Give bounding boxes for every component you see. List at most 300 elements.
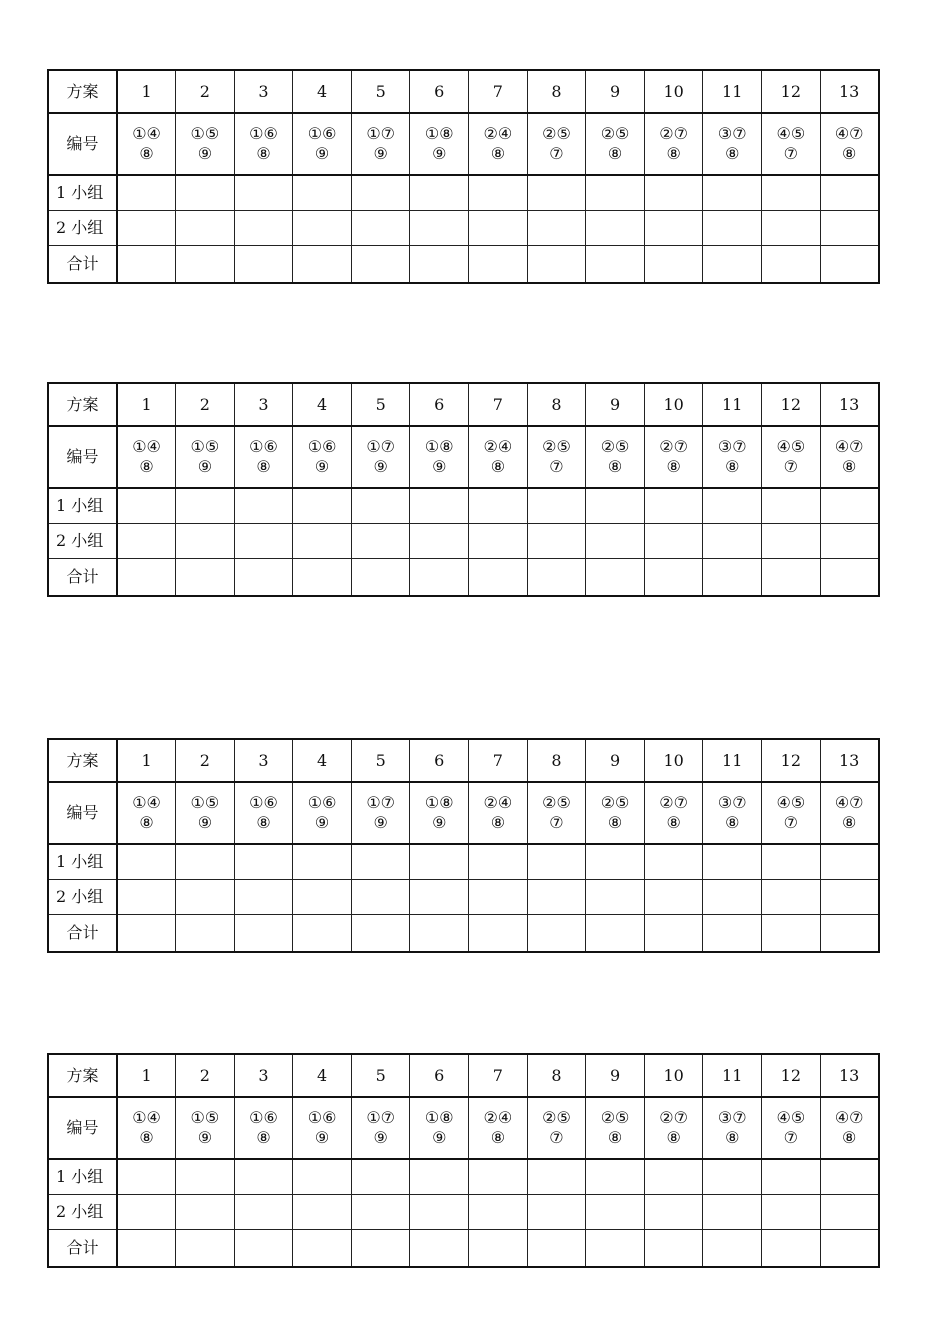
entry-cell[interactable]: [117, 1159, 176, 1195]
entry-cell[interactable]: [410, 211, 469, 246]
code-line: ⑧: [725, 457, 740, 476]
entry-cell[interactable]: [527, 1195, 586, 1230]
entry-cell[interactable]: [351, 524, 410, 559]
entry-cell[interactable]: [234, 915, 293, 953]
entry-cell[interactable]: [820, 175, 879, 211]
entry-cell[interactable]: [703, 880, 762, 915]
entry-cell[interactable]: [176, 559, 235, 597]
entry-cell[interactable]: [176, 246, 235, 284]
entry-cell[interactable]: [644, 175, 703, 211]
code-line: ⑧: [256, 144, 271, 163]
code-line: ②④: [483, 1108, 513, 1127]
entry-cell[interactable]: [410, 175, 469, 211]
data-row: [48, 1159, 879, 1195]
entry-cell[interactable]: [117, 211, 176, 246]
entry-cell[interactable]: [703, 175, 762, 211]
code-cell: [234, 1097, 293, 1159]
plan-number: 11: [703, 739, 762, 782]
code-line: ①⑧: [424, 124, 454, 143]
plan-number: 11: [703, 70, 762, 113]
plan-number: 3: [234, 70, 293, 113]
entry-cell[interactable]: [176, 1195, 235, 1230]
code-line: ⑧: [607, 813, 623, 832]
entry-cell[interactable]: [762, 175, 821, 211]
entry-cell[interactable]: [351, 915, 410, 953]
entry-cell[interactable]: [234, 844, 293, 880]
code-line: ①⑦: [366, 124, 396, 143]
code-line: ⑦: [549, 1128, 564, 1147]
entry-cell[interactable]: [586, 559, 645, 597]
entry-cell[interactable]: [293, 524, 352, 559]
code-line: ④⑦: [834, 437, 864, 456]
entry-cell[interactable]: [351, 1195, 410, 1230]
entry-cell[interactable]: [527, 559, 586, 597]
code-cell: [586, 782, 645, 844]
data-row: [48, 246, 879, 284]
code-line: ④⑦: [834, 124, 864, 143]
code-cell: [117, 1097, 176, 1159]
data-row: [48, 1230, 879, 1268]
entry-cell[interactable]: [293, 246, 352, 284]
code-line: ④⑤: [776, 1108, 806, 1127]
entry-cell[interactable]: [234, 880, 293, 915]
plan-header-row: [48, 1054, 879, 1097]
entry-cell[interactable]: [762, 559, 821, 597]
row-label: 2 小组: [48, 1195, 117, 1230]
code-line: ①⑤: [190, 793, 220, 812]
entry-cell[interactable]: [527, 175, 586, 211]
code-cell: [351, 113, 410, 175]
row-label: 合计: [48, 915, 117, 953]
entry-cell[interactable]: [644, 211, 703, 246]
entry-cell[interactable]: [176, 880, 235, 915]
code-line: ④⑤: [776, 124, 806, 143]
entry-cell[interactable]: [117, 915, 176, 953]
plan-number: 13: [820, 739, 879, 782]
code-line: ①④: [132, 437, 161, 456]
code-cell: [176, 426, 235, 488]
code-cell: [293, 426, 352, 488]
row-label: 2 小组: [48, 524, 117, 559]
entry-cell[interactable]: [293, 1195, 352, 1230]
code-row: [48, 426, 879, 488]
code-cell: [586, 1097, 645, 1159]
code-line: ①⑥: [249, 1108, 278, 1127]
entry-cell[interactable]: [820, 844, 879, 880]
code-cell: [176, 782, 235, 844]
entry-cell[interactable]: [234, 1159, 293, 1195]
entry-cell[interactable]: [351, 211, 410, 246]
entry-cell[interactable]: [527, 1230, 586, 1268]
code-line: ⑧: [842, 1128, 857, 1147]
plan-number: 4: [293, 1054, 352, 1097]
entry-cell[interactable]: [176, 175, 235, 211]
entry-cell[interactable]: [234, 1230, 293, 1268]
entry-cell[interactable]: [820, 1195, 879, 1230]
row-label: 2 小组: [48, 880, 117, 915]
code-line: ①⑥: [307, 124, 337, 143]
entry-cell[interactable]: [586, 246, 645, 284]
entry-cell[interactable]: [469, 1195, 528, 1230]
entry-cell[interactable]: [410, 880, 469, 915]
entry-cell[interactable]: [176, 211, 235, 246]
code-line: ⑧: [490, 1128, 506, 1147]
entry-cell[interactable]: [351, 880, 410, 915]
entry-cell[interactable]: [762, 1230, 821, 1268]
entry-cell[interactable]: [703, 211, 762, 246]
entry-cell[interactable]: [703, 844, 762, 880]
entry-cell[interactable]: [293, 915, 352, 953]
entry-cell[interactable]: [644, 1159, 703, 1195]
plan-header-row: [48, 70, 879, 113]
entry-cell[interactable]: [117, 559, 176, 597]
entry-cell[interactable]: [527, 524, 586, 559]
entry-cell[interactable]: [820, 880, 879, 915]
entry-cell[interactable]: [410, 1230, 469, 1268]
entry-cell[interactable]: [117, 844, 176, 880]
entry-cell[interactable]: [469, 1159, 528, 1195]
plan-header-row: [48, 739, 879, 782]
entry-cell[interactable]: [469, 844, 528, 880]
code-line: ⑧: [256, 813, 271, 832]
code-line: ⑨: [373, 1128, 388, 1147]
entry-cell[interactable]: [469, 524, 528, 559]
code-line: ⑨: [314, 813, 330, 832]
entry-cell[interactable]: [586, 1230, 645, 1268]
plan-number: 4: [293, 70, 352, 113]
entry-cell[interactable]: [351, 175, 410, 211]
entry-cell[interactable]: [820, 1159, 879, 1195]
plan-table: [47, 1053, 880, 1268]
plan-number: 8: [527, 383, 586, 426]
entry-cell[interactable]: [410, 844, 469, 880]
plan-number: 4: [293, 383, 352, 426]
entry-cell[interactable]: [176, 844, 235, 880]
entry-cell[interactable]: [234, 246, 293, 284]
code-line: ①⑥: [249, 124, 278, 143]
entry-cell[interactable]: [762, 211, 821, 246]
entry-cell[interactable]: [820, 488, 879, 524]
code-cell: [293, 1097, 352, 1159]
entry-cell[interactable]: [586, 524, 645, 559]
code-cell: [527, 426, 586, 488]
code-line: ⑧: [607, 144, 623, 163]
entry-cell[interactable]: [469, 880, 528, 915]
plan-number: 1: [117, 739, 176, 782]
entry-cell[interactable]: [351, 246, 410, 284]
entry-cell[interactable]: [293, 1230, 352, 1268]
code-line: ⑧: [490, 144, 506, 163]
entry-cell[interactable]: [410, 559, 469, 597]
entry-cell[interactable]: [351, 844, 410, 880]
entry-cell[interactable]: [469, 175, 528, 211]
entry-cell[interactable]: [586, 175, 645, 211]
code-line: ①⑦: [366, 793, 396, 812]
code-line: ⑨: [432, 457, 447, 476]
entry-cell[interactable]: [703, 1230, 762, 1268]
entry-cell[interactable]: [176, 488, 235, 524]
code-cell: [469, 426, 528, 488]
code-cell: [820, 426, 879, 488]
entry-cell[interactable]: [703, 524, 762, 559]
entry-cell[interactable]: [586, 1195, 645, 1230]
code-cell: [644, 426, 703, 488]
code-line: ⑦: [549, 457, 564, 476]
entry-cell[interactable]: [703, 488, 762, 524]
entry-cell[interactable]: [469, 915, 528, 953]
code-line: ⑧: [139, 813, 154, 832]
code-row: [48, 1097, 879, 1159]
code-line: ⑧: [139, 457, 154, 476]
code-line: ⑧: [139, 1128, 154, 1147]
entry-cell[interactable]: [586, 211, 645, 246]
entry-cell[interactable]: [762, 880, 821, 915]
data-row: [48, 175, 879, 211]
code-line: ⑧: [725, 813, 740, 832]
code-cell: [527, 782, 586, 844]
code-line: ⑨: [373, 457, 388, 476]
code-row: [48, 113, 879, 175]
data-row: [48, 524, 879, 559]
plan-header-row: [48, 383, 879, 426]
plan-number: 7: [469, 70, 528, 113]
code-cell: [117, 426, 176, 488]
entry-cell[interactable]: [703, 915, 762, 953]
code-line: ②⑤: [542, 793, 571, 812]
code-cell: [117, 782, 176, 844]
code-cell: [176, 1097, 235, 1159]
code-line: ⑨: [314, 144, 330, 163]
entry-cell[interactable]: [820, 524, 879, 559]
code-cell: [762, 113, 821, 175]
plan-number: 12: [762, 383, 821, 426]
entry-cell[interactable]: [293, 175, 352, 211]
entry-cell[interactable]: [762, 844, 821, 880]
plan-number: 8: [527, 70, 586, 113]
entry-cell[interactable]: [234, 488, 293, 524]
row-label: 合计: [48, 246, 117, 284]
code-line: ⑨: [314, 1128, 330, 1147]
code-line: ⑦: [783, 144, 798, 163]
code-line: ②④: [483, 124, 513, 143]
entry-cell[interactable]: [527, 1159, 586, 1195]
code-line: ①⑥: [249, 793, 278, 812]
code-cell: [117, 113, 176, 175]
entry-cell[interactable]: [644, 559, 703, 597]
entry-cell[interactable]: [762, 1159, 821, 1195]
plan-number: 13: [820, 70, 879, 113]
entry-cell[interactable]: [410, 524, 469, 559]
code-line: ①⑦: [366, 437, 396, 456]
entry-cell[interactable]: [410, 246, 469, 284]
entry-cell[interactable]: [469, 488, 528, 524]
code-line: ②④: [483, 793, 513, 812]
code-line: ①④: [132, 124, 161, 143]
entry-cell[interactable]: [117, 246, 176, 284]
entry-cell[interactable]: [644, 915, 703, 953]
code-line: ①⑧: [424, 793, 454, 812]
plan-number: 1: [117, 383, 176, 426]
code-cell: [176, 113, 235, 175]
entry-cell[interactable]: [762, 246, 821, 284]
entry-cell[interactable]: [820, 1230, 879, 1268]
entry-cell[interactable]: [703, 1159, 762, 1195]
plan-number: 2: [176, 383, 235, 426]
entry-cell[interactable]: [703, 246, 762, 284]
entry-cell[interactable]: [351, 488, 410, 524]
code-line: ⑨: [373, 144, 388, 163]
entry-cell[interactable]: [117, 1195, 176, 1230]
entry-cell[interactable]: [351, 559, 410, 597]
code-line: ⑧: [256, 457, 271, 476]
entry-cell[interactable]: [644, 844, 703, 880]
entry-cell[interactable]: [644, 880, 703, 915]
code-line: ①⑥: [249, 437, 278, 456]
plan-number: 10: [644, 383, 703, 426]
plan-number: 11: [703, 383, 762, 426]
data-row: [48, 1195, 879, 1230]
entry-cell[interactable]: [293, 488, 352, 524]
code-line: ③⑦: [717, 793, 747, 812]
entry-cell[interactable]: [527, 880, 586, 915]
entry-cell[interactable]: [527, 246, 586, 284]
entry-cell[interactable]: [117, 175, 176, 211]
entry-cell[interactable]: [644, 1230, 703, 1268]
entry-cell[interactable]: [586, 880, 645, 915]
entry-cell[interactable]: [644, 524, 703, 559]
entry-cell[interactable]: [703, 559, 762, 597]
plan-number: 6: [410, 383, 469, 426]
code-line: ①⑥: [307, 1108, 337, 1127]
code-line: ⑨: [432, 813, 447, 832]
entry-cell[interactable]: [644, 1195, 703, 1230]
entry-cell[interactable]: [234, 175, 293, 211]
plan-number: 6: [410, 1054, 469, 1097]
entry-cell[interactable]: [117, 1230, 176, 1268]
code-line: ⑧: [490, 457, 506, 476]
entry-cell[interactable]: [117, 488, 176, 524]
code-line: ②⑦: [659, 124, 688, 143]
plan-table: [47, 738, 880, 953]
code-cell: [351, 1097, 410, 1159]
entry-cell[interactable]: [351, 1159, 410, 1195]
code-line: ③⑦: [717, 124, 747, 143]
code-line: ⑧: [666, 1128, 681, 1147]
entry-cell[interactable]: [762, 524, 821, 559]
entry-cell[interactable]: [469, 246, 528, 284]
entry-cell[interactable]: [469, 559, 528, 597]
entry-cell[interactable]: [762, 488, 821, 524]
entry-cell[interactable]: [820, 915, 879, 953]
entry-cell[interactable]: [762, 915, 821, 953]
data-row: [48, 880, 879, 915]
entry-cell[interactable]: [410, 915, 469, 953]
code-cell: [351, 782, 410, 844]
code-cell: [644, 113, 703, 175]
entry-cell[interactable]: [293, 211, 352, 246]
entry-cell[interactable]: [293, 1159, 352, 1195]
code-line: ⑦: [783, 813, 798, 832]
code-cell: [703, 113, 762, 175]
code-line: ②⑦: [659, 1108, 688, 1127]
plan-number: 8: [527, 739, 586, 782]
plan-label: 方案: [48, 739, 117, 782]
entry-cell[interactable]: [644, 246, 703, 284]
code-cell: [527, 113, 586, 175]
plan-number: 3: [234, 383, 293, 426]
entry-cell[interactable]: [410, 488, 469, 524]
entry-cell[interactable]: [586, 488, 645, 524]
entry-cell[interactable]: [527, 844, 586, 880]
code-line: ⑧: [256, 1128, 271, 1147]
entry-cell[interactable]: [117, 880, 176, 915]
code-cell: [293, 782, 352, 844]
entry-cell[interactable]: [820, 246, 879, 284]
plan-number: 13: [820, 1054, 879, 1097]
entry-cell[interactable]: [117, 524, 176, 559]
entry-cell[interactable]: [410, 1195, 469, 1230]
entry-cell[interactable]: [820, 559, 879, 597]
entry-cell[interactable]: [176, 524, 235, 559]
entry-cell[interactable]: [176, 915, 235, 953]
code-line: ①⑧: [424, 437, 454, 456]
entry-cell[interactable]: [351, 1230, 410, 1268]
code-cell: [644, 1097, 703, 1159]
code-cell: [293, 113, 352, 175]
entry-cell[interactable]: [410, 1159, 469, 1195]
code-label: 编号: [48, 426, 117, 488]
entry-cell[interactable]: [234, 1195, 293, 1230]
data-row: [48, 844, 879, 880]
plan-label: 方案: [48, 383, 117, 426]
entry-cell[interactable]: [644, 488, 703, 524]
data-row: [48, 211, 879, 246]
code-line: ⑦: [783, 457, 798, 476]
entry-cell[interactable]: [293, 844, 352, 880]
entry-cell[interactable]: [527, 211, 586, 246]
entry-cell[interactable]: [234, 559, 293, 597]
entry-cell[interactable]: [293, 880, 352, 915]
code-cell: [644, 782, 703, 844]
entry-cell[interactable]: [586, 844, 645, 880]
code-line: ⑧: [607, 1128, 623, 1147]
row-label: 1 小组: [48, 488, 117, 524]
entry-cell[interactable]: [176, 1230, 235, 1268]
entry-cell[interactable]: [820, 211, 879, 246]
entry-cell[interactable]: [586, 1159, 645, 1195]
entry-cell[interactable]: [234, 524, 293, 559]
entry-cell[interactable]: [703, 1195, 762, 1230]
entry-cell[interactable]: [527, 488, 586, 524]
plan-number: 3: [234, 739, 293, 782]
entry-cell[interactable]: [176, 1159, 235, 1195]
code-line: ①⑤: [190, 437, 220, 456]
code-line: ④⑤: [776, 793, 806, 812]
row-label: 合计: [48, 559, 117, 597]
code-line: ⑧: [490, 813, 506, 832]
entry-cell[interactable]: [469, 1230, 528, 1268]
entry-cell[interactable]: [469, 211, 528, 246]
entry-cell[interactable]: [234, 211, 293, 246]
plan-number: 12: [762, 739, 821, 782]
entry-cell[interactable]: [527, 915, 586, 953]
code-line: ②⑤: [542, 124, 571, 143]
code-row: [48, 782, 879, 844]
entry-cell[interactable]: [293, 559, 352, 597]
entry-cell[interactable]: [762, 1195, 821, 1230]
plan-number: 10: [644, 1054, 703, 1097]
entry-cell[interactable]: [586, 915, 645, 953]
